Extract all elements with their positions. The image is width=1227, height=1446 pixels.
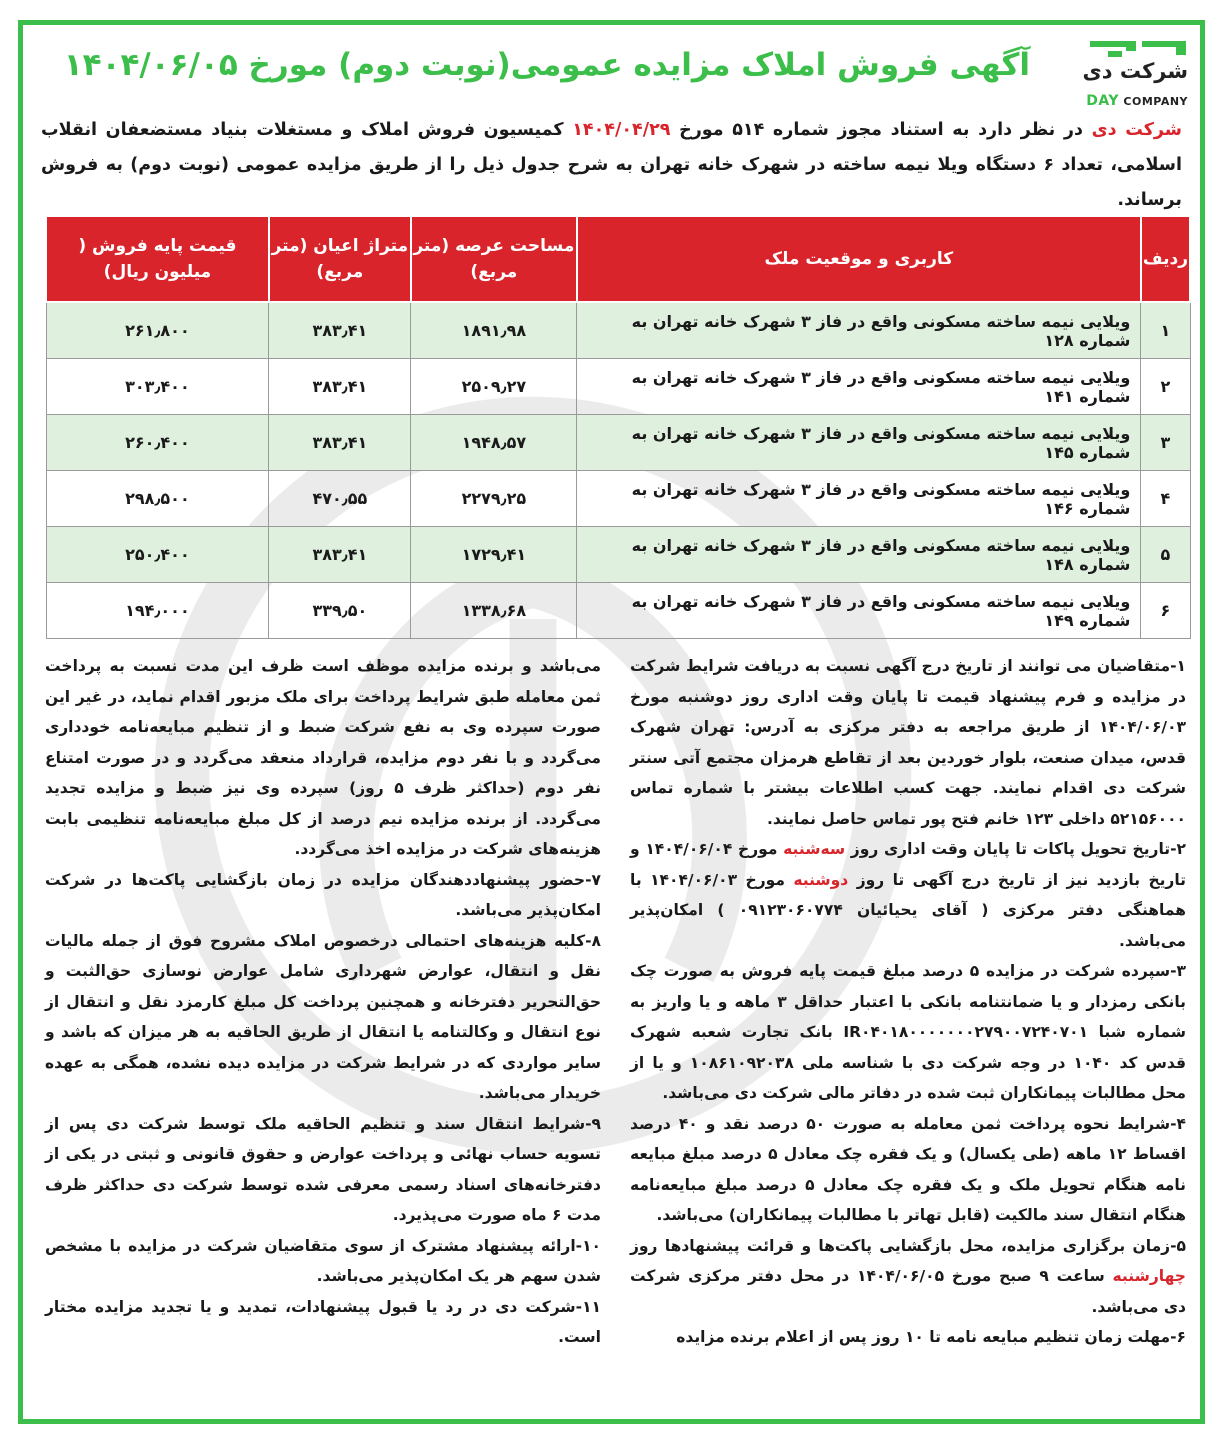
- cell-row-number: ۴: [1141, 471, 1190, 527]
- cell-description: ویلایی نیمه ساخته مسکونی واقع در فاز ۳ شهرک خانه تهران به شماره ۱۴۵: [577, 415, 1141, 471]
- header-description: کاربری و موقعیت ملک: [577, 216, 1141, 302]
- cell-base-price: ۲۶۰٫۴۰۰: [46, 415, 269, 471]
- cell-description: ویلایی نیمه ساخته مسکونی واقع در فاز ۳ شهرک خانه تهران به شماره ۱۴۶: [577, 471, 1141, 527]
- intro-text-b: کمیسیون فروش املاک و مستغلات بنیاد مستضعفان انقلاب اسلامی، تعداد ۶ دستگاه ویلا نیمه ساخته در شهرک خانه تهران به شرح جدول ذیل را از طریق مزایده عمومی (نوبت دوم) به فروش برساند.: [41, 120, 1183, 210]
- term-5: [630, 1231, 1186, 1323]
- intro-text-a: در نظر دارد به استناد مجوز شماره ۵۱۴ مورخ: [670, 120, 1092, 140]
- properties-table: [45, 215, 1191, 639]
- term-2-day-2: دوشنبه: [793, 870, 849, 889]
- term-5-day: چهارشنبه: [1112, 1267, 1186, 1285]
- table-row: [46, 359, 1190, 415]
- terms-section: [45, 651, 1186, 1403]
- header-land-area: مساحت عرصه (متر مربع): [411, 216, 577, 302]
- terms-column-left: [45, 651, 601, 1353]
- cell-row-number: ۳: [1141, 415, 1190, 471]
- header-building-area: متراژ اعیان (متر مربع): [269, 216, 411, 302]
- term-11: ۱۱-شرکت دی در رد یا قبول پیشنهادات، تمدید و یا تجدید مزایده مختار است.: [45, 1297, 601, 1346]
- logo-name-fa: شرکت دی: [1082, 59, 1188, 83]
- cell-land-area: ۲۵۰۹٫۲۷: [411, 359, 577, 415]
- term-4: ۴-شرایط نحوه پرداخت ثمن معامله به صورت ۵۰ درصد نقد و ۴۰ درصد اقساط ۱۲ ماهه (طی یکسال) و یک فقره چک معادل ۵ درصد مبلغ مبایعه نامه هنگام تحویل ملک و یک فقره چک معادل ۵ درصد مبلغ مبایعه‌نامه هنگام انتقال سند مالکیت (قابل تهاتر با مطالبات پیمانکاران) می‌باشد.: [630, 1114, 1186, 1224]
- company-logo: [1070, 37, 1188, 113]
- intro-paragraph: [41, 113, 1182, 218]
- logo-company-text: COMPANY: [1123, 95, 1188, 108]
- logo-name-en: [1086, 93, 1188, 109]
- term-3: ۳-سپرده شرکت در مزایده ۵ درصد مبلغ قیمت پایه فروش به صورت چک بانکی رمزدار و یا ضمانتنامه بانکی با اعتبار حداقل ۳ ماهه و یا واریز به شماره شبا IR۰۴۰۱۸۰۰۰۰۰۰۰۲۷۹۰۰۷۲۴۰۷۰۱ بانک تجارت شعبه شهرک قدس کد ۱۰۴۰ در وجه شرکت دی با شناسه ملی ۱۰۸۶۱۰۹۲۰۳۸ و یا از محل مطالبات پیمانکاران ثبت شده در دفاتر مالی شرکت دی می‌باشد.: [630, 962, 1186, 1102]
- term-9: ۹-شرایط انتقال سند و تنظیم الحاقیه ملک توسط شرکت دی پس از تسویه حساب نهائی و پرداخت عوارض و حقوق قانونی و ثبتی در یکی از دفترخانه‌های اسناد رسمی معرفی شده توسط شرکت دی حداکثر ظرف مدت ۶ ماه صورت می‌پذیرد.: [45, 1114, 601, 1224]
- cell-row-number: ۱: [1141, 302, 1190, 359]
- cell-row-number: ۲: [1141, 359, 1190, 415]
- cell-description: ویلایی نیمه ساخته مسکونی واقع در فاز ۳ شهرک خانه تهران به شماره ۱۴۹: [577, 583, 1141, 639]
- term-10: ۱۰-ارائه پیشنهاد مشترک از سوی متقاضیان شرکت در مزایده با مشخص شدن سهم هر یک امکان‌پذیر می‌باشد.: [45, 1236, 601, 1285]
- term-6-continued: می‌باشد و برنده مزایده موظف است ظرف این مدت نسبت به پرداخت ثمن معامله طبق شرایط پرداخت برای ملک مزبور اقدام نماید، در غیر این صورت سپرده وی به نفع شرکت ضبط و از تنظیم مبایعه‌نامه خودداری می‌گردد و با نفر دوم مزایده، قرارداد منعقد می‌گردد و در صورت امتناع نفر دوم (حداکثر ظرف ۵ روز) سپرده وی نیز ضبط و مزایده تجدید می‌گردد. از برنده مزایده نیم درصد از کل مبلغ مبایعه‌نامه تنظیمی بابت هزینه‌های شرکت در مزایده اخذ می‌گردد.: [45, 657, 601, 858]
- term-5-part-a: ۵-زمان برگزاری مزایده، محل بازگشایی پاکت‌ها و قرائت پیشنهادها روز: [630, 1236, 1186, 1255]
- cell-building-area: ۳۳۹٫۵۰: [269, 583, 411, 639]
- table-row: [46, 471, 1190, 527]
- cell-land-area: ۱۷۲۹٫۴۱: [411, 527, 577, 583]
- table-row: [46, 527, 1190, 583]
- term-2-part-c: مورخ ۱۴۰۴/۰۶/۰۳ با هماهنگی دفتر مرکزی ( آقای یحیائیان ۰۹۱۲۳۰۶۰۷۷۴ ) امکان‌پذیر می‌باشد.: [630, 870, 1186, 950]
- term-5-part-b: ساعت ۹ صبح مورخ ۱۴۰۴/۰۶/۰۵ در محل دفتر مرکزی شرکت دی می‌باشد.: [630, 1267, 1186, 1316]
- cell-base-price: ۲۵۰٫۴۰۰: [46, 527, 269, 583]
- cell-building-area: ۳۸۳٫۴۱: [269, 527, 411, 583]
- term-8: ۸-کلیه هزینه‌های احتمالی درخصوص املاک مشروح فوق از جمله مالیات نقل و انتقال، عوارض شهرداری شامل عوارض نوسازی حق‌الثبت و حق‌التحریر دفترخانه و همچنین پرداخت کل مبلغ کارمزد نقل و انتقال از نوع انتقال و وکالتنامه یا انتقال از طریق الحاقیه به هر میزان که باشد و سایر مواردی که در شرایط شرکت در مزایده دیده نشده، همگی به عهده خریدار می‌باشد.: [45, 931, 601, 1102]
- cell-base-price: ۲۶۱٫۸۰۰: [46, 302, 269, 359]
- cell-base-price: ۲۹۸٫۵۰۰: [46, 471, 269, 527]
- terms-column-right: [630, 651, 1186, 1353]
- page-title: آگهی فروش املاک مزایده عمومی(نوبت دوم) مورخ ۱۴۰۴/۰۶/۰۵: [63, 47, 1030, 83]
- header-base-price: قیمت پایه فروش ( میلیون ریال): [46, 216, 269, 302]
- cell-building-area: ۳۸۳٫۴۱: [269, 415, 411, 471]
- term-2-part-b: مورخ ۱۴۰۴/۰۶/۰۴ و تاریخ بازدید نیز از تاریخ درج آگهی تا روز: [630, 840, 1186, 889]
- header: [23, 25, 1200, 117]
- term-1: ۱-متقاضیان می توانند از تاریخ درج آگهی نسبت به دریافت شرایط شرکت در مزایده و فرم پیشنهاد قیمت تا پایان وقت اداری روز دوشنبه مورخ ۱۴۰۴/۰۶/۰۳ از طریق مراجعه به دفتر مرکزی به آدرس: تهران شهرک قدس، میدان صنعت، بلوار خوردین بعد از تقاطع هرمزان مجتمع آتی سنتر شرکت دی اقدام نمایند. جهت کسب اطلاعات بیشتر با شماره تماس ۵۲۱۵۶۰۰۰ داخلی ۱۲۳ خانم فتح پور تماس حاصل نمایند.: [630, 657, 1186, 828]
- table-row: [46, 415, 1190, 471]
- cell-building-area: ۳۸۳٫۴۱: [269, 302, 411, 359]
- term-6: ۶-مهلت زمان تنظیم مبایعه نامه تا ۱۰ روز پس از اعلام برنده مزایده: [676, 1328, 1186, 1346]
- cell-land-area: ۱۳۳۸٫۶۸: [411, 583, 577, 639]
- cell-land-area: ۱۹۴۸٫۵۷: [411, 415, 577, 471]
- intro-date: ۱۴۰۴/۰۴/۲۹: [572, 120, 671, 140]
- cell-row-number: ۵: [1141, 527, 1190, 583]
- cell-description: ویلایی نیمه ساخته مسکونی واقع در فاز ۳ شهرک خانه تهران به شماره ۱۲۸: [577, 302, 1141, 359]
- term-7: ۷-حضور پیشنهاددهندگان مزایده در زمان بازگشایی پاکت‌ها در شرکت امکان‌پذیر می‌باشد.: [45, 870, 601, 919]
- notice-frame: [18, 20, 1205, 1424]
- table-row: [46, 583, 1190, 639]
- cell-description: ویلایی نیمه ساخته مسکونی واقع در فاز ۳ شهرک خانه تهران به شماره ۱۴۱: [577, 359, 1141, 415]
- cell-row-number: ۶: [1141, 583, 1190, 639]
- cell-description: ویلایی نیمه ساخته مسکونی واقع در فاز ۳ شهرک خانه تهران به شماره ۱۴۸: [577, 527, 1141, 583]
- term-2-day-1: سه‌شنبه: [783, 840, 846, 858]
- table-header-row: [46, 216, 1190, 302]
- cell-building-area: ۴۷۰٫۵۵: [269, 471, 411, 527]
- intro-company: شرکت دی: [1091, 120, 1183, 140]
- logo-mark-icon: [1088, 37, 1188, 61]
- cell-building-area: ۳۸۳٫۴۱: [269, 359, 411, 415]
- term-2: [630, 834, 1186, 956]
- logo-day-text: DAY: [1086, 93, 1120, 109]
- header-row-number: ردیف: [1141, 216, 1190, 302]
- cell-land-area: ۲۲۷۹٫۲۵: [411, 471, 577, 527]
- term-2-part-a: ۲-تاریخ تحویل پاکات تا پایان وقت اداری روز: [845, 840, 1187, 858]
- cell-land-area: ۱۸۹۱٫۹۸: [411, 302, 577, 359]
- table-row: [46, 302, 1190, 359]
- cell-base-price: ۳۰۳٫۴۰۰: [46, 359, 269, 415]
- cell-base-price: ۱۹۴٫۰۰۰: [46, 583, 269, 639]
